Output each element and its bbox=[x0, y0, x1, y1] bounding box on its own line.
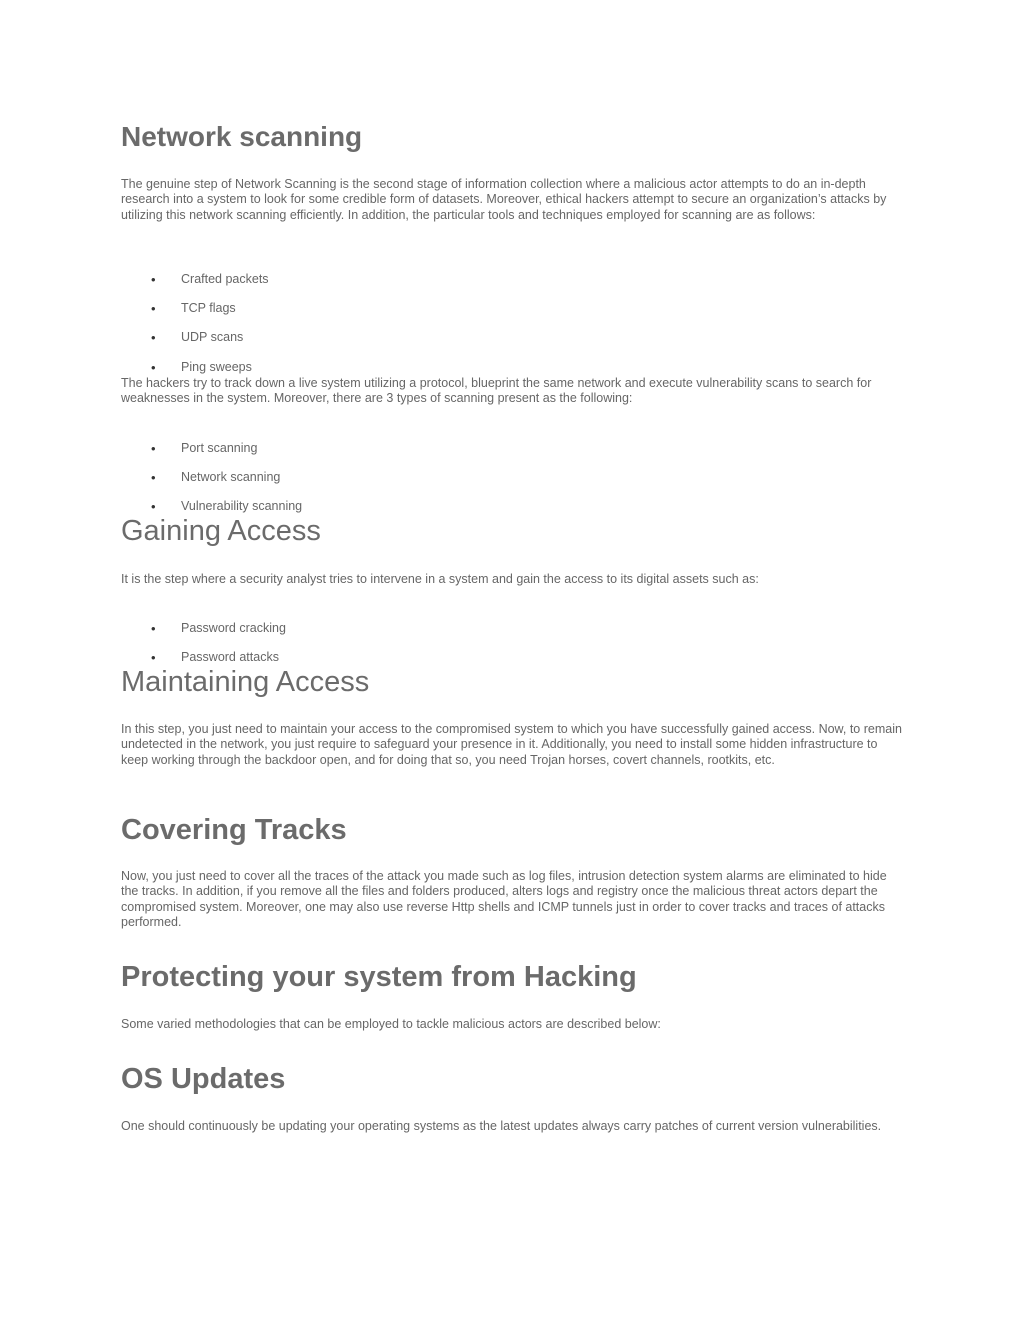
bullet-icon: • bbox=[151, 301, 156, 316]
bullet-icon: • bbox=[151, 441, 156, 456]
bullet-icon: • bbox=[151, 621, 156, 636]
covering-tracks-body: Now, you just need to cover all the traces of the attack you made such as log files, intrusion detection system alarms are eliminated to hide the tracks. In addition, if you remove all the files and folders produced, alters logs and registry once the malicious threat actors depart the compromised system. Moreover, one may also use reverse Http shells and ICMP tunnels just in order to cover tracks and traces of attacks performed. bbox=[121, 869, 887, 930]
bullet-icon: • bbox=[151, 330, 156, 345]
document-page: Network scanning The genuine step of Network Scanning is the second stage of information collection where a malicious actor attempts to do an in-depth research into a system to look for some credible form of datasets. Moreover, ethical hackers attempt to secure an organization’s attacks by utilizing this network scanning efficiently. In addition, the particular tools and techniques employed for scanning are as follows: • Crafted packets • TCP flags • UDP scans • Ping sweeps The hackers try to track down a live system utilizing a protocol, blueprint the same network and execute vulnerability scans to search for weaknesses in the system. Moreover, there are 3 types of scanning present as the following: • Port scanning • Network scanning • Vulnerability scanning Gaining Access It is the step where a security analyst tries to intervene in a system and gain the access to its digital assets such as: • Password cracking • Password attacks Maintaining Access In this step, you just need to maintain your access to the compromised system to which you have successfully gained access. Now, to remain undetected in the network, you just require to safeguard your presence in it. Additionally, you need to install some hidden infrastructure to keep working through the backdoor open, and for doing that so, you need Trojan horses, covert channels, rootkits, etc. Covering Tracks Now, you just need to cover all the traces of the attack you made such as log files, intrusion detection system alarms are eliminated to hide the tracks. In addition, if you remove all the files and folders produced, alters logs and registry once the malicious threat actors depart the compromised system. Moreover, one may also use reverse Http shells and ICMP tunnels just in order to cover tracks and traces of attacks performed. Protecting your system from Hacking Some varied methodologies that can be employed to tackle malicious actors are described below: OS Updates One should continuously be updating your operating systems as the latest updates always carry patches of current version vulnerabilities. bbox=[0, 0, 1024, 1325]
heading-os-updates: OS Updates bbox=[121, 1063, 286, 1095]
network-scanning-intro: The genuine step of Network Scanning is the second stage of information collection where a malicious actor attempts to do an in-depth research into a system to look for some credible form of datasets. Moreover, ethical hackers attempt to secure an organization’s attacks by utilizing this network scanning efficiently. In addition, the particular tools and techniques employed for scanning are as follows: bbox=[121, 177, 887, 222]
heading-protecting-system: Protecting your system from Hacking bbox=[121, 961, 637, 993]
heading-network-scanning: Network scanning bbox=[121, 121, 363, 152]
section-network-scanning bbox=[121, 123, 905, 151]
bullet-icon: • bbox=[151, 360, 156, 375]
heading-maintaining-access: Maintaining Access bbox=[121, 666, 370, 698]
gaining-access-intro: It is the step where a security analyst tries to intervene in a system and gain the access to its digital assets such as: bbox=[121, 572, 759, 586]
heading-gaining-access: Gaining Access bbox=[121, 515, 321, 547]
protecting-body: Some varied methodologies that can be employed to tackle malicious actors are described below: bbox=[121, 1017, 661, 1031]
bullet-icon: • bbox=[151, 499, 156, 514]
bullet-icon: • bbox=[151, 650, 156, 665]
heading-covering-tracks: Covering Tracks bbox=[121, 814, 347, 846]
os-updates-body: One should continuously be updating your operating systems as the latest updates always carry patches of current version vulnerabilities. bbox=[121, 1119, 882, 1133]
network-scanning-middle: The hackers try to track down a live system utilizing a protocol, blueprint the same network and execute vulnerability scans to search for weaknesses in the system. Moreover, there are 3 types of scanning present as the following: bbox=[121, 376, 872, 406]
bullet-icon: • bbox=[151, 272, 156, 287]
bullet-icon: • bbox=[151, 470, 156, 485]
maintaining-access-body: In this step, you just need to maintain your access to the compromised system to which you have successfully gained access. Now, to remain undetected in the network, you just require to safeguard your presence in it. Additionally, you need to install some hidden infrastructure to keep working through the backdoor open, and for doing that so, you need Trojan horses, covert channels, rootkits, etc. bbox=[121, 722, 902, 767]
